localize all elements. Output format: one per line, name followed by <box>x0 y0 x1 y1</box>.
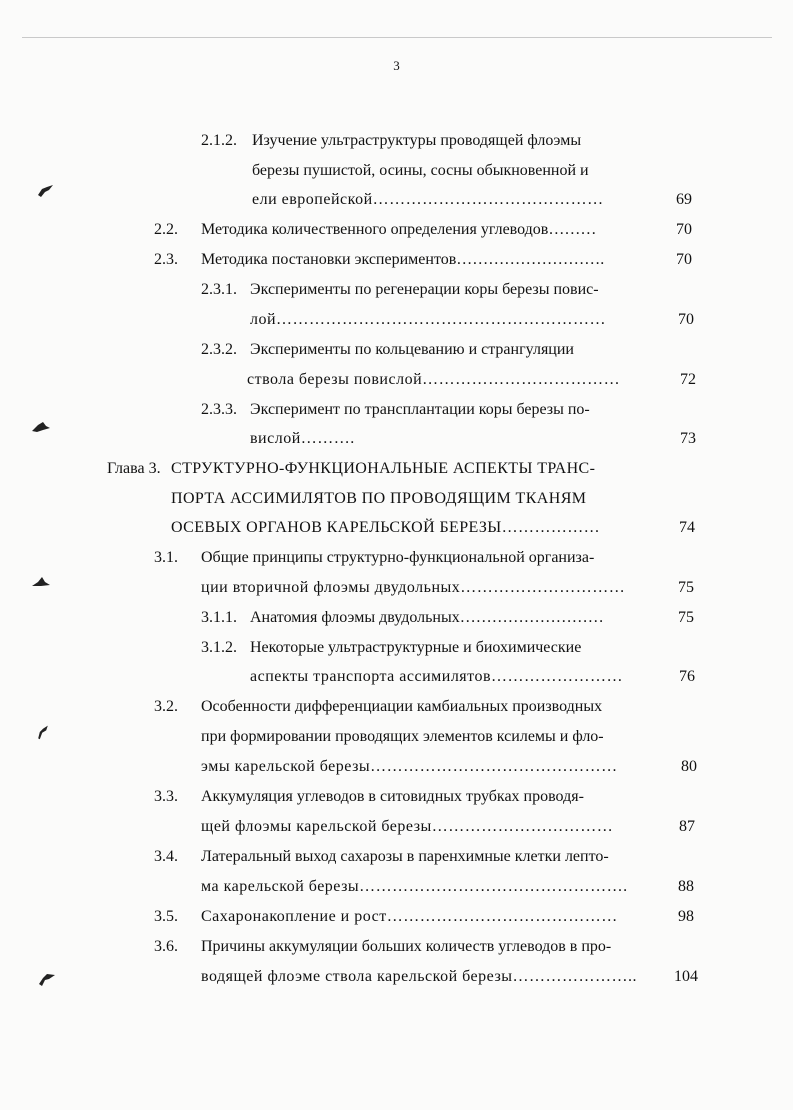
page-number: 3 <box>393 58 400 73</box>
toc-entry-number: 2.3. <box>154 251 178 268</box>
chapter-title: ОСЕВЫХ ОРГАНОВ КАРЕЛЬСКОЙ БЕРЕЗЫ……………… <box>171 519 601 536</box>
toc-entry-page: 88 <box>678 878 694 895</box>
toc-entry-number: 3.5. <box>154 908 178 925</box>
toc-entry-number: 3.1. <box>154 549 178 566</box>
toc-entry-number: 3.1.1. <box>201 609 237 626</box>
chapter-title: ПОРТА АССИМИЛЯТОВ ПО ПРОВОДЯЩИМ ТКАНЯМ <box>171 490 587 507</box>
toc-entry-number: 2.3.3. <box>201 401 237 418</box>
toc-entry-text: Некоторые ультраструктурные и биохимические <box>250 639 582 656</box>
toc-entry-text: водящей флоэме ствола карельской березы………………….. <box>201 968 638 985</box>
toc-entry-number: 2.3.2. <box>201 341 237 358</box>
toc-entry-text: ели европейской…………………………………… <box>252 191 604 208</box>
toc-entry-text: ции вторичной флоэмы двудольных………………………… <box>201 579 626 596</box>
toc-entry-page: 73 <box>680 430 696 447</box>
toc-entry-number: 3.3. <box>154 788 178 805</box>
toc-entry-text: Изучение ультраструктуры проводящей флоэмы <box>252 132 582 149</box>
scan-artifact-mark <box>31 574 51 590</box>
toc-entry-text: Особенности дифференциации камбиальных производных <box>201 698 603 715</box>
top-rule <box>22 37 772 38</box>
toc-entry-text: Причины аккумуляции больших количеств углеводов в про- <box>201 938 612 955</box>
toc-entry-text: березы пушистой, осины, сосны обыкновенной и <box>252 162 589 179</box>
toc-entry-page: 70 <box>676 221 692 238</box>
toc-entry-text: Методика количественного определения углеводов……… <box>201 221 597 238</box>
toc-entry-text: эмы карельской березы……………………………………… <box>201 758 618 775</box>
toc-entry-text: щей флоэмы карельской березы…………………………… <box>201 818 614 835</box>
toc-entry-page: 75 <box>678 609 694 626</box>
toc-entry-page: 104 <box>674 968 698 985</box>
toc-entry-text: вислой………. <box>250 430 355 447</box>
toc-entry-text: аспекты транспорта ассимилятов…………………… <box>250 668 623 685</box>
toc-entry-page: 76 <box>679 668 695 685</box>
scan-artifact-mark <box>31 419 51 435</box>
toc-entry-text: лой…………………………………………………… <box>250 311 607 328</box>
toc-entry-page: 87 <box>679 818 695 835</box>
toc-entry-number: 2.1.2. <box>201 132 237 149</box>
toc-entry-page: 69 <box>676 191 692 208</box>
toc-entry-number: 3.4. <box>154 848 178 865</box>
toc-entry-text: Общие принципы структурно-функциональной организа- <box>201 549 595 566</box>
toc-entry-number: 2.3.1. <box>201 281 237 298</box>
toc-entry-page: 70 <box>678 311 694 328</box>
toc-entry-text: Эксперименты по регенерации коры березы повис- <box>250 281 599 298</box>
chapter-title: СТРУКТУРНО-ФУНКЦИОНАЛЬНЫЕ АСПЕКТЫ ТРАНС- <box>171 460 596 477</box>
toc-entry-number: 3.2. <box>154 698 178 715</box>
toc-entry-text: Эксперименты по кольцеванию и странгуляции <box>250 341 574 358</box>
scan-artifact-mark <box>36 183 56 199</box>
toc-entry-page: 72 <box>680 371 696 388</box>
toc-entry-page: 75 <box>678 579 694 596</box>
toc-entry-page: 70 <box>676 251 692 268</box>
toc-entry-text: Латеральный выход сахарозы в паренхимные клетки лепто- <box>201 848 609 865</box>
toc-entry-text: Методика постановки экспериментов………………………. <box>201 251 605 268</box>
toc-entry-text: Эксперимент по трансплантации коры березы по- <box>250 401 590 418</box>
toc-entry-number: 2.2. <box>154 221 178 238</box>
toc-entry-text: Сахаронакопление и рост…………………………………… <box>201 908 618 925</box>
toc-entry-text: при формировании проводящих элементов ксилемы и фло- <box>201 728 604 745</box>
toc-entry-text: Анатомия флоэмы двудольных……………………… <box>250 609 604 626</box>
toc-entry-text: ствола березы повислой……………………………… <box>247 371 621 388</box>
toc-entry-page: 98 <box>678 908 694 925</box>
toc-entry-page: 80 <box>681 758 697 775</box>
toc-entry-number: 3.6. <box>154 938 178 955</box>
toc-entry-number: 3.1.2. <box>201 639 237 656</box>
toc-entry-text: Аккумуляция углеводов в ситовидных трубках проводя- <box>201 788 584 805</box>
scan-artifact-mark <box>33 724 53 740</box>
toc-entry-text: ма карельской березы…………………………………………. <box>201 878 628 895</box>
scan-artifact-mark <box>37 971 57 987</box>
toc-entry-page: 74 <box>679 519 695 536</box>
chapter-label: Глава 3. <box>107 460 161 477</box>
